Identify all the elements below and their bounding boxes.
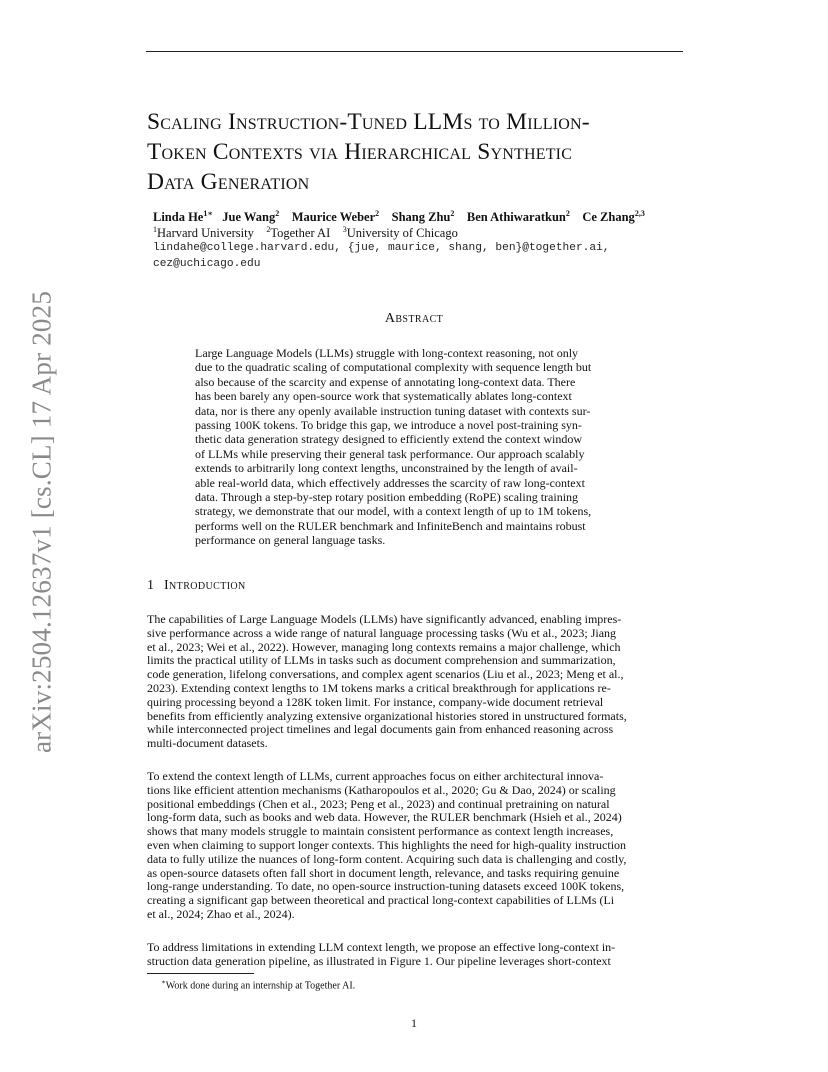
paragraph-line: tions like efficient attention mechanisms (Katharopoulos et al., 2020; Gu & Dao, 2024) or scaling [147,782,616,797]
title-line: Token Contexts via Hierarchical Synthetic [147,139,573,165]
affiliation: University of Chicago [346,226,458,241]
footnote-text: Work done during an internship at Together AI. [165,980,356,992]
paragraph-line: et al., 2024; Zhao et al., 2024). [147,906,295,921]
abstract-line: data, nor is there any openly available instruction tuning dataset with contexts sur- [195,403,591,418]
paragraph-line: quiring processing beyond a 128K token limit. For instance, company-wide document retrieval [147,694,604,709]
body-paragraph [147,941,683,969]
abstract-line: of LLMs while preserving their general task performance. Our approach scalably [195,446,585,461]
body-paragraph [147,613,683,751]
author-sup: 2 [375,209,380,218]
abstract-line: Large Language Models (LLMs) struggle with long-context reasoning, not only [195,346,579,360]
abstract-heading: Abstract [384,311,444,326]
paragraph-line: To address limitations in extending LLM context length, we propose an effective long-context in- [147,940,616,954]
paragraph-line: The capabilities of Large Language Models (LLMs) have significantly advanced, enabling impres- [147,612,622,626]
abstract-body [195,346,633,548]
body-paragraph [147,770,683,922]
author-sup: 2,3 [634,209,645,218]
abstract-line: performance on general language tasks. [195,533,386,548]
abstract-line: also because of the scarcity and expense of annotating long-context data. There [195,374,576,389]
arxiv-identifier[interactable]: arXiv:2504.12637v1 [cs.CL] 17 Apr 2025 [26,290,57,754]
author-sup: 2 [565,209,570,218]
header-rule [146,51,683,52]
paragraph-line: while interconnected project timelines and legal documents gain from enhanced reasoning across [147,722,614,737]
paragraph-line: long-form data, such as books and web data. However, the RULER benchmark (Hsieh et al., 2024) [147,810,622,825]
author-name: Linda He [153,210,204,225]
paper-title [147,107,687,197]
paragraph-line: data to fully utilize the nuances of long-form content. Acquiring such data is challenging and costly, [147,851,627,866]
abstract-line: passing 100K tokens. To bridge this gap, we introduce a novel post-training syn- [195,418,582,433]
paragraph-line: even when claiming to support longer contexts. This highlights the need for high-quality instruction [147,837,627,852]
author-emails: cez@uchicago.edu [153,258,261,270]
paragraph-line: multi-document datasets. [147,736,268,751]
abstract-line: able real-world data, which effectively addresses the scarcity of raw long-context [195,475,585,490]
paragraph-line: sive performance across a wide range of natural language processing tasks (Wu et al., 2023; Jiang [147,625,617,640]
affiliations [153,225,458,241]
section-number: 1 [147,578,154,593]
footnote [161,978,355,991]
author-sup: 2 [450,209,455,218]
footnote-mark: ∗ [161,978,166,986]
title-line: Data Generation [147,169,310,195]
author-name: Shang Zhu [391,210,451,225]
paragraph-line: struction data generation pipeline, as illustrated in Figure 1. Our pipeline leverages short-context [147,953,611,968]
affil-sup: 3 [342,225,347,234]
affiliation: Together AI [270,226,331,241]
paragraph-line: code generation, lifelong conversations, and complex agent scenarios (Liu et al., 2023; Meng et al., [147,667,624,682]
paragraph-line: long-range understanding. To date, no open-source instruction-tuning datasets exceed 100K tokens, [147,879,625,894]
paragraph-line: shows that many models struggle to maintain consistent performance as context length increases, [147,824,614,839]
paragraph-line: as open-source datasets often fall short in document length, relevance, and tasks requiring genuine [147,865,620,880]
author-name: Maurice Weber [291,210,376,225]
paragraph-line: creating a significant gap between theoretical and practical long-context capabilities of LLMs (Li [147,893,615,908]
author-name: Ben Athiwaratkun [466,210,566,225]
title-line: Scaling Instruction-Tuned LLMs to Million- [147,109,590,135]
abstract-line: due to the quadratic scaling of computational complexity with sequence length but [195,360,592,375]
paragraph-line: limits the practical utility of LLMs in tasks such as document comprehension and summarization, [147,653,616,668]
paragraph-line: positional embeddings (Chen et al., 2023; Peng et al., 2023) and continual pretraining on natural [147,796,610,811]
page-number: 1 [411,1016,417,1030]
abstract-line: thetic data generation strategy designed to efficiently extend the context window [195,432,582,447]
author-sup: 1∗ [203,209,213,218]
author-name: Ce Zhang [582,210,635,225]
paragraph-line: 2023). Extending context lengths to 1M tokens marks a critical breakthrough for applications re- [147,680,611,695]
author-list [153,208,645,225]
author-sup: 2 [275,209,280,218]
affil-sup: 2 [266,225,271,234]
abstract-line: has been barely any open-source work that systematically ablates long-context [195,389,572,404]
abstract-line: data. Through a step-by-step rotary position embedding (RoPE) scaling training [195,490,579,505]
abstract-line: strategy, we demonstrate that our model, with a context length of up to 1M tokens, [195,504,592,519]
abstract-line: extends to arbitrarily long context lengths, unconstrained by the length of avail- [195,461,578,476]
section-heading-introduction [147,578,246,594]
section-title: Introduction [164,578,246,593]
affil-sup: 1 [153,225,157,234]
author-name: Jue Wang [222,210,276,225]
paragraph-line: benefits from efficiently analyzing extensive organizational histories stored in unstructured formats, [147,708,627,723]
footnote-rule [147,973,254,974]
abstract-line: performs well on the RULER benchmark and InfiniteBench and maintains robust [195,518,586,533]
paragraph-line: To extend the context length of LLMs, current approaches focus on either architectural innova- [147,769,604,783]
affiliation: Harvard University [157,226,254,241]
paragraph-line: et al., 2023; Wei et al., 2022). However, managing long contexts remains a major challenge, which [147,639,621,654]
author-emails: lindahe@college.harvard.edu, {jue, maurice, shang, ben}@together.ai, [153,242,610,254]
